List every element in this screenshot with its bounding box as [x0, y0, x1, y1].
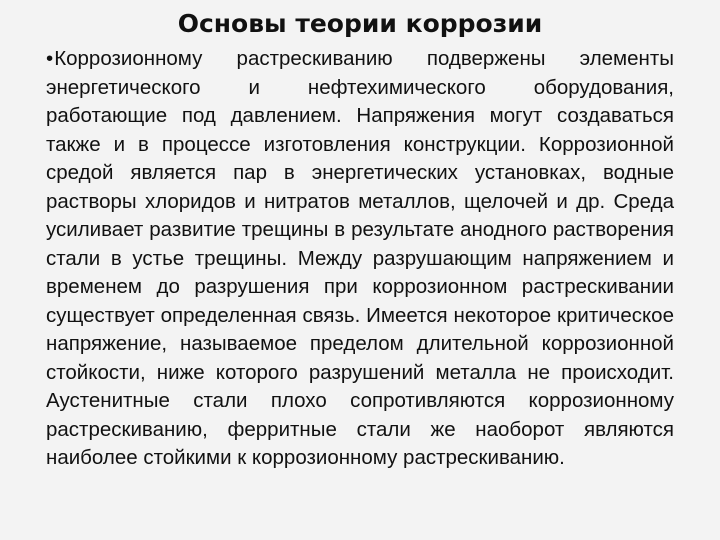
bullet-icon: •	[46, 47, 54, 70]
slide-title: Основы теории коррозии	[177, 9, 543, 38]
paragraph-text: Коррозионному растрескиванию подвержены элементы энергетического и нефтехимического оборудования, работающие под давлением. Напряжения могут создаваться также и в процессе изготовления конструкции. Коррозионной средой является пар в энергетических установках, водные растворы хлоридов и нитратов металлов, щелочей и др. Среда усиливает развитие трещины в результате анодного растворения стали в устье трещины. Между разрушающим напряжением и временем до разрушения при коррозионном растрескивании существует определенная связь. Имеется некоторое критическое напряжение, называемое пределом длительной коррозионной стойкости, ниже которого разрушений металла не происходит. Аустенитные стали плохо сопротивляются коррозионному растрескиванию, ферритные стали же наоборот являются наиболее стойкими к коррозионному растрескиванию.	[46, 47, 674, 469]
slide-body-text	[46, 45, 674, 473]
